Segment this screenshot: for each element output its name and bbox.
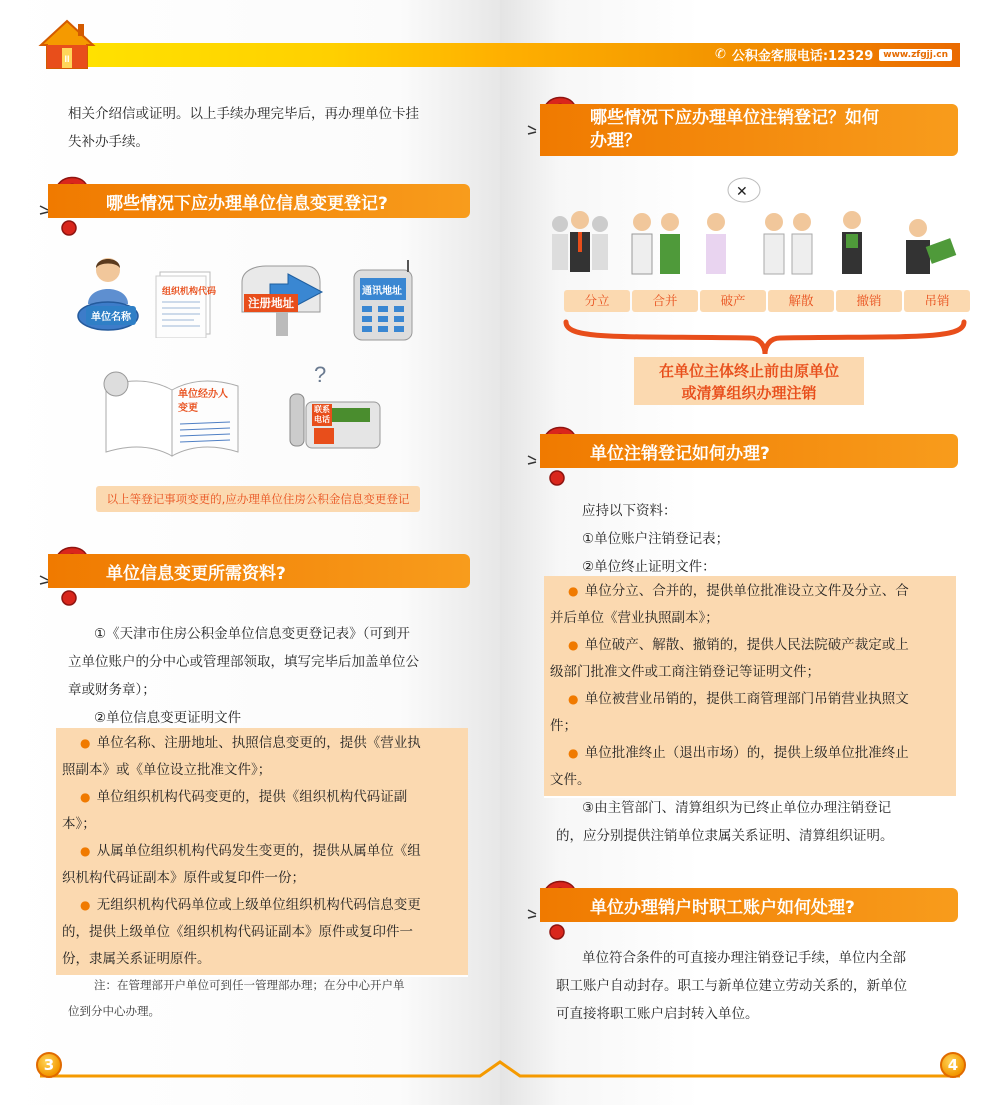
footer-rule [0, 1060, 1000, 1080]
summary-line2: 或清算组织办理注销 [681, 384, 817, 402]
page-number-left: 3 [36, 1052, 62, 1078]
bullet-text: 本》； [62, 816, 96, 832]
doc-item-3-line2: 的，应分别提供注销单位隶属关系证明、清算组织证明。 [556, 828, 894, 844]
list-item [544, 630, 956, 690]
split-figures-icon [552, 211, 608, 272]
hotline [715, 45, 952, 64]
bullet-text: 从属单位组织机构代码发生变更的，提供从属单位《组 [96, 843, 421, 859]
required-docs-list [68, 620, 470, 732]
bullet-text: 无组织机构代码单位或上级单位组织机构代码信息变更 [96, 897, 421, 913]
label-phone-line1: 联系 [314, 405, 330, 414]
people-illustration [546, 176, 966, 284]
label-org-code: 组织机构代码 [162, 287, 217, 297]
label-mail-address: 通讯地址 [362, 286, 402, 297]
bullet-text: 单位批准终止（退出市场）的，提供上级单位批准终止 [584, 745, 909, 761]
list-item [56, 836, 468, 896]
bullet-icon: ● [568, 746, 579, 760]
list-item [56, 782, 468, 842]
bullet-icon: ● [568, 638, 579, 652]
phone-icon: ✆ [714, 47, 726, 62]
bullet-text: 文件。 [550, 772, 591, 788]
doc-item-1: ①单位账户注销登记表； [582, 531, 730, 547]
bullet-icon: ● [568, 692, 579, 706]
section-title-text: 哪些情况下应办理单位信息变更登记? [106, 193, 388, 214]
house-icon [38, 18, 96, 70]
section-title-line1: 哪些情况下应办理单位注销登记？如何 [590, 108, 879, 129]
curly-brace-icon [560, 318, 970, 358]
bullet-text: 单位破产、解散、撤销的，提供人民法院破产裁定或上 [584, 637, 909, 653]
section-title-required-docs [48, 554, 470, 588]
tag-revoke: 撤销 [836, 290, 902, 312]
final-line1: 单位符合条件的可直接办理注销登记手续，单位内全部 [582, 950, 906, 966]
intro-line-1: 相关介绍信或证明。以上手续办理完毕后，再办理单位卡挂 [68, 106, 419, 122]
footnote-line2: 位到分中心办理。 [68, 1004, 160, 1018]
deregister-docs-list [556, 497, 956, 581]
bullet-icon: ● [80, 898, 91, 912]
intro-line-2: 失补办手续。 [68, 134, 149, 150]
merge-handshake-icon [632, 213, 680, 274]
tag-merge: 合并 [632, 290, 698, 312]
hotline-text: 公积金客服电话:12329 [731, 49, 874, 64]
section-title-deregistration [540, 104, 958, 156]
section-title-how-to-deregister [540, 434, 958, 468]
prep-line: 应持以下资料： [582, 503, 677, 519]
doc-item-1-line1: ①《天津市住房公积金单位信息变更登记表》（可到开 [94, 626, 410, 642]
label-unit-name: 单位名称 [86, 306, 136, 325]
page-number-right: 4 [940, 1052, 966, 1078]
doc-item-2: ②单位终止证明文件： [582, 559, 716, 575]
svg-text:✕: ✕ [736, 183, 748, 199]
telephone-icon [350, 256, 420, 342]
label-handler-change [178, 388, 228, 416]
final-line2: 职工账户自动封存。职工与新单位建立劳动关系的，新单位 [556, 978, 907, 994]
tag-dissolve: 解散 [768, 290, 834, 312]
section-title-line2: 办理？ [590, 131, 641, 151]
bullet-icon: ● [568, 584, 579, 598]
section-title-text: 单位信息变更所需资料? [106, 563, 286, 584]
bullet-text: 照副本》或《单位设立批准文件》； [62, 762, 272, 778]
bankrupt-person-icon [706, 178, 760, 274]
list-item [544, 738, 956, 798]
bullet-text: 件； [550, 718, 577, 734]
bullet-icon: ● [80, 790, 91, 804]
label-handler-line1: 单位经办人 [178, 389, 228, 400]
footnote [68, 972, 468, 1024]
section-title-text: 单位注销登记如何办理? [590, 443, 770, 464]
bullet-text: 织机构代码证副本》原件或复印件一份； [62, 870, 305, 886]
section-title-employee-accounts [540, 888, 958, 922]
revoke-person-icon [842, 211, 862, 274]
list-item [56, 728, 468, 788]
label-reg-address: 注册地址 [244, 294, 298, 312]
bullet-text: 单位分立、合并的，提供单位批准设立文件及分立、合 [584, 583, 909, 599]
tag-split: 分立 [564, 290, 630, 312]
cancel-license-icon [906, 219, 956, 274]
desk-phone-icon [284, 360, 384, 456]
bullet-text: 单位被营业吊销的，提供工商管理部门吊销营业执照文 [584, 691, 909, 707]
summary-banner [634, 357, 864, 405]
doc-item-1-line3: 章或财务章）； [68, 682, 156, 698]
document-icon [154, 268, 216, 338]
tag-bankrupt: 破产 [700, 290, 766, 312]
doc-item-3-line1: ③由主管部门、清算组织为已终止单位办理注销登记 [582, 800, 892, 816]
header-bar-left [78, 43, 500, 67]
list-item [56, 890, 468, 977]
deregister-item-3 [556, 794, 956, 850]
list-item [544, 684, 956, 744]
intro-paragraph [68, 100, 478, 156]
section-title-text: 单位办理销户时职工账户如何处理? [590, 897, 855, 918]
website-link[interactable]: www.zfgjj.cn [879, 49, 952, 61]
summary-line1: 在单位主体终止前由原单位 [658, 362, 839, 380]
doc-item-1-line2: 立单位账户的分中心或管理部领取，填写完毕后加盖单位公 [68, 654, 419, 670]
bullet-text: 单位组织机构代码变更的，提供《组织机构代码证副 [96, 789, 408, 805]
employee-accounts-paragraph [556, 944, 956, 1028]
bullet-text: 单位名称、注册地址、执照信息变更的，提供《营业执 [96, 735, 421, 751]
label-handler-line2: 变更 [178, 403, 198, 414]
footnote-line1: 注：在管理部开户单位可到任一管理部办理；在分中心开户单 [94, 978, 405, 992]
label-phone-line2: 电话 [314, 415, 330, 424]
bullet-icon: ● [80, 736, 91, 750]
section-title-info-change [48, 184, 470, 218]
doc-item-2: ②单位信息变更证明文件 [94, 710, 242, 726]
bullet-icon: ● [80, 844, 91, 858]
bullet-text: 的，提供上级单位《组织机构代码证副本》原件或复印件一 [62, 924, 413, 940]
conclusion-banner: 以上等登记事项变更的,应办理单位住房公积金信息变更登记 [96, 486, 420, 512]
svg-text:II: II [64, 54, 70, 64]
tag-license-cancel: 吊销 [904, 290, 970, 312]
svg-text:?: ? [314, 362, 327, 387]
final-line3: 可直接将职工账户启封转入单位。 [556, 1006, 759, 1022]
bullet-text: 并后单位《营业执照副本》； [550, 610, 719, 626]
dissolve-figures-icon [764, 213, 812, 274]
label-contact-phone [312, 404, 332, 426]
list-item [544, 576, 956, 636]
bullet-text: 份，隶属关系证明原件。 [62, 951, 211, 967]
bullet-text: 级部门批准文件或工商注销登记等证明文件； [550, 664, 820, 680]
